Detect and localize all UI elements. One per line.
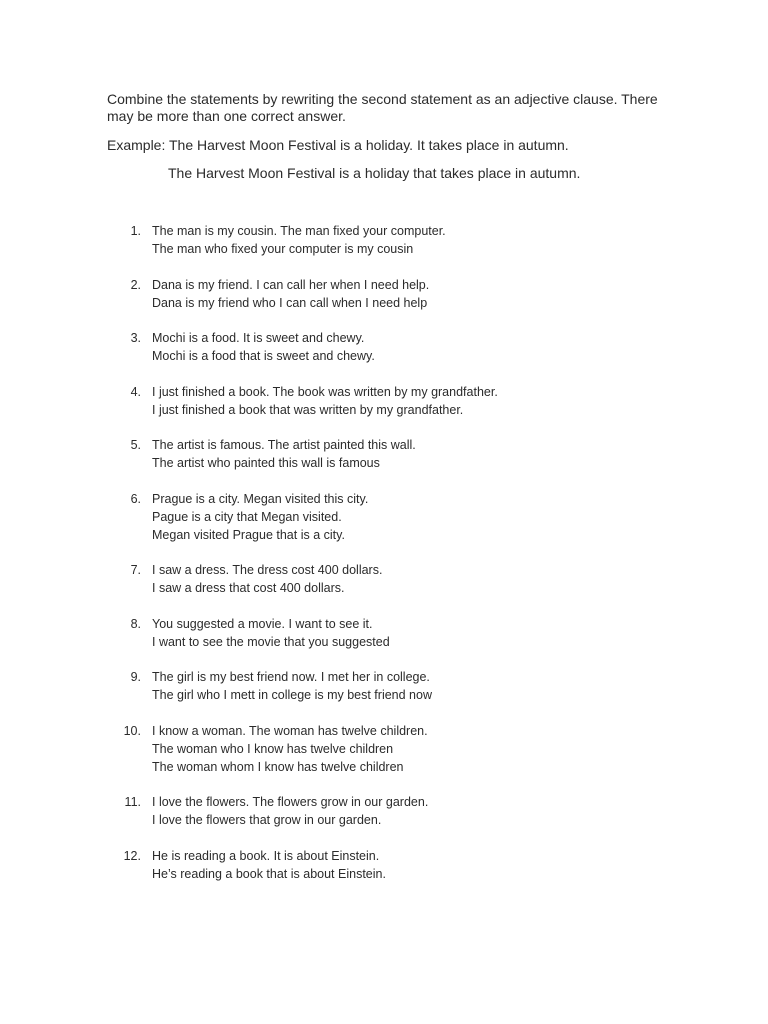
item-number: 3. bbox=[130, 331, 141, 345]
item-answer: The girl who I mett in college is my best friend now bbox=[152, 688, 432, 702]
item-answer: Megan visited Prague that is a city. bbox=[152, 527, 345, 542]
item-answer: The woman whom I know has twelve children bbox=[152, 759, 404, 774]
item-lines bbox=[152, 561, 768, 597]
example-answer: The Harvest Moon Festival is a holiday that takes place in autumn. bbox=[168, 165, 581, 181]
item-lines bbox=[152, 436, 768, 472]
example-prompt: Example: The Harvest Moon Festival is a holiday. It takes place in autumn. bbox=[107, 137, 569, 153]
item-lines bbox=[152, 722, 768, 776]
item-prompt: Prague is a city. Megan visited this city. bbox=[152, 491, 369, 506]
item-prompt: You suggested a movie. I want to see it. bbox=[152, 616, 373, 631]
item-number: 12. bbox=[123, 848, 141, 863]
item-prompt: The artist is famous. The artist painted this wall. bbox=[152, 438, 416, 452]
exercise-item bbox=[0, 793, 768, 829]
exercise-item bbox=[0, 561, 768, 597]
exercise-item bbox=[0, 329, 768, 365]
item-number: 10. bbox=[123, 723, 141, 738]
item-number: 2. bbox=[130, 277, 141, 292]
item-prompt: I love the flowers. The flowers grow in our garden. bbox=[152, 795, 429, 809]
item-number: 4. bbox=[130, 384, 141, 399]
item-prompt: I just finished a book. The book was written by my grandfather. bbox=[152, 384, 498, 399]
item-lines bbox=[152, 615, 768, 651]
item-answer: The artist who painted this wall is famous bbox=[152, 456, 380, 470]
item-answer: The woman who I know has twelve children bbox=[152, 741, 394, 756]
item-lines bbox=[152, 222, 768, 258]
item-answer: The man who fixed your computer is my cousin bbox=[152, 242, 414, 256]
exercise-item bbox=[0, 615, 768, 651]
item-answer: Dana is my friend who I can call when I need help bbox=[152, 295, 428, 310]
item-prompt: I know a woman. The woman has twelve children. bbox=[152, 723, 428, 738]
item-number: 9. bbox=[130, 670, 141, 684]
item-number: 5. bbox=[130, 438, 141, 452]
item-lines bbox=[152, 383, 768, 419]
item-prompt: I saw a dress. The dress cost 400 dollars. bbox=[152, 563, 383, 577]
item-number: 8. bbox=[130, 616, 141, 631]
item-prompt: The girl is my best friend now. I met her in college. bbox=[152, 670, 430, 684]
exercise-item bbox=[0, 222, 768, 258]
item-number: 11. bbox=[124, 795, 141, 809]
exercise-item bbox=[0, 383, 768, 419]
exercise-item bbox=[0, 276, 768, 312]
exercise-item bbox=[0, 722, 768, 776]
item-lines bbox=[152, 668, 768, 704]
item-lines bbox=[152, 276, 768, 312]
item-prompt: The man is my cousin. The man fixed your computer. bbox=[152, 224, 446, 238]
instructions-text: Combine the statements by rewriting the second statement as an adjective clause. There may be more than one correct answer. bbox=[107, 91, 658, 124]
item-answer: Pague is a city that Megan visited. bbox=[152, 509, 342, 524]
item-number: 6. bbox=[130, 491, 141, 506]
exercise-item bbox=[0, 668, 768, 704]
item-answer: I love the flowers that grow in our garden. bbox=[152, 813, 382, 827]
exercise-item bbox=[0, 847, 768, 883]
item-answer: He’s reading a book that is about Einstein. bbox=[152, 866, 386, 881]
item-answer: I just finished a book that was written by my grandfather. bbox=[152, 402, 464, 417]
exercise-item bbox=[0, 490, 768, 544]
exercise-list bbox=[0, 222, 768, 900]
exercise-item bbox=[0, 436, 768, 472]
item-answer: I saw a dress that cost 400 dollars. bbox=[152, 581, 345, 595]
item-lines bbox=[152, 490, 768, 544]
item-prompt: Dana is my friend. I can call her when I need help. bbox=[152, 277, 430, 292]
item-number: 1. bbox=[130, 224, 141, 238]
item-answer: Mochi is a food that is sweet and chewy. bbox=[152, 349, 375, 363]
item-prompt: Mochi is a food. It is sweet and chewy. bbox=[152, 331, 365, 345]
item-lines bbox=[152, 793, 768, 829]
item-lines bbox=[152, 847, 768, 883]
item-prompt: He is reading a book. It is about Einstein. bbox=[152, 848, 380, 863]
item-lines bbox=[152, 329, 768, 365]
item-answer: I want to see the movie that you suggested bbox=[152, 634, 390, 649]
item-number: 7. bbox=[130, 563, 141, 577]
